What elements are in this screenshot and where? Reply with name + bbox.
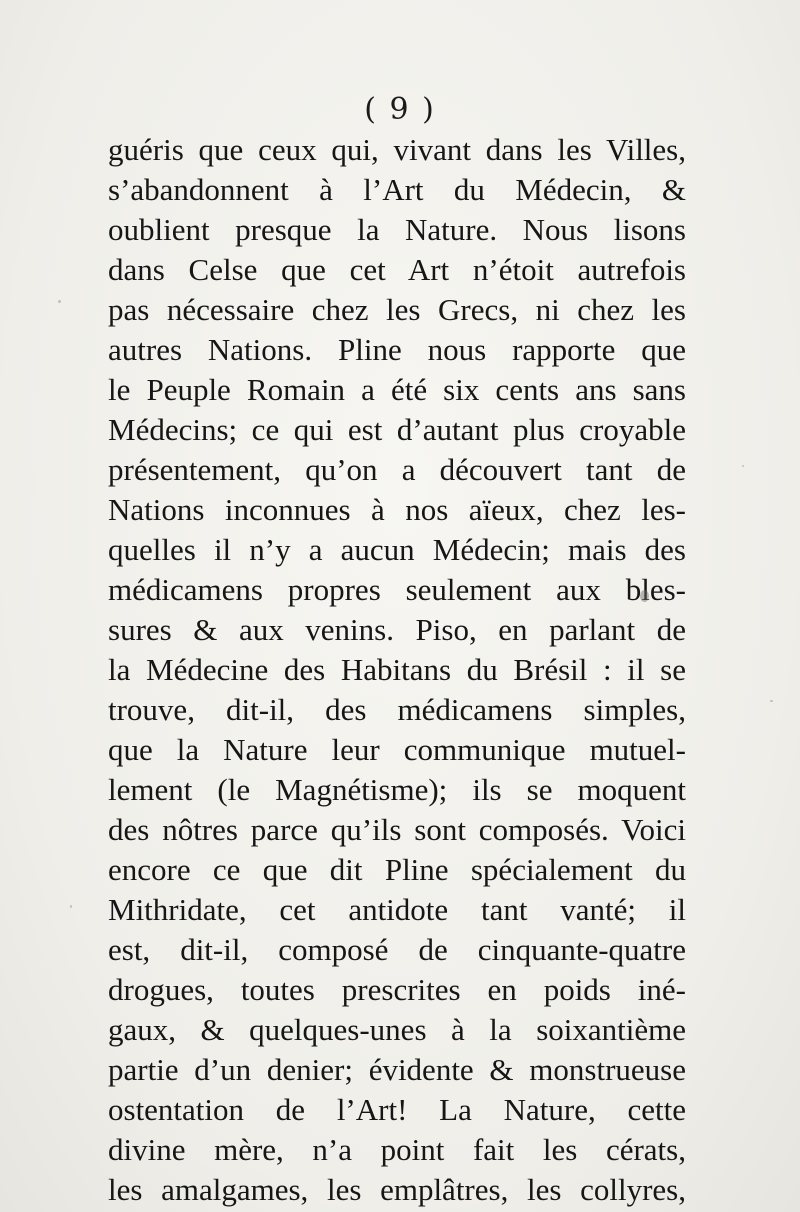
paper-speck [742,465,744,467]
text-line: le Peuple Romain a été six cents ans sans [108,372,686,407]
text-line: encore ce que dit Pline spécialement du [108,852,686,887]
text-line: sures & aux venins. Piso, en parlant de [108,612,686,647]
paper-speck [70,905,72,908]
text-line: drogues, toutes prescrites en poids iné- [108,972,686,1007]
body-text [108,130,686,1210]
text-line: divine mère, n’a point fait les cérats, [108,1132,686,1167]
text-line: dans Celse que cet Art n’étoit autrefois [108,252,686,287]
text-line: guéris que ceux qui, vivant dans les Villes, [108,132,686,167]
text-line: lement (le Magnétisme); ils se moquent [108,772,686,807]
text-line: des nôtres parce qu’ils sont composés. Voici [108,812,686,847]
text-line: pas nécessaire chez les Grecs, ni chez les [108,292,686,327]
text-line: présentement, qu’on a découvert tant de [108,452,686,487]
text-line: partie d’un denier; évidente & monstrueuse [108,1052,686,1087]
text-line: Médecins; ce qui est d’autant plus croyable [108,412,686,447]
text-line: ostentation de l’Art! La Nature, cette [108,1092,686,1127]
text-line: gaux, & quelques-unes à la soixantième [108,1012,686,1047]
text-line: est, dit-il, composé de cinquante-quatre [108,932,686,967]
text-line: oublient presque la Nature. Nous lisons [108,212,686,247]
paper-speck [58,300,61,303]
text-line: s’abandonnent à l’Art du Médecin, & [108,172,686,207]
text-line: médicamens propres seulement aux bles- [108,572,686,607]
text-line: les amalgames, les emplâtres, les collyres, [108,1172,686,1207]
text-line: trouve, dit-il, des médicamens simples, [108,692,686,727]
paper-speck [640,590,649,602]
paper-speck [770,700,773,702]
text-line: autres Nations. Pline nous rapporte que [108,332,686,367]
text-line: Mithridate, cet antidote tant vanté; il [108,892,686,927]
text-line: Nations inconnues à nos aïeux, chez les- [108,492,686,527]
page-number: ( 9 ) [364,92,436,127]
text-line: quelles il n’y a aucun Médecin; mais des [108,532,686,567]
text-line: que la Nature leur communique mutuel- [108,732,686,767]
text-line: la Médecine des Habitans du Brésil : il se [108,652,686,687]
